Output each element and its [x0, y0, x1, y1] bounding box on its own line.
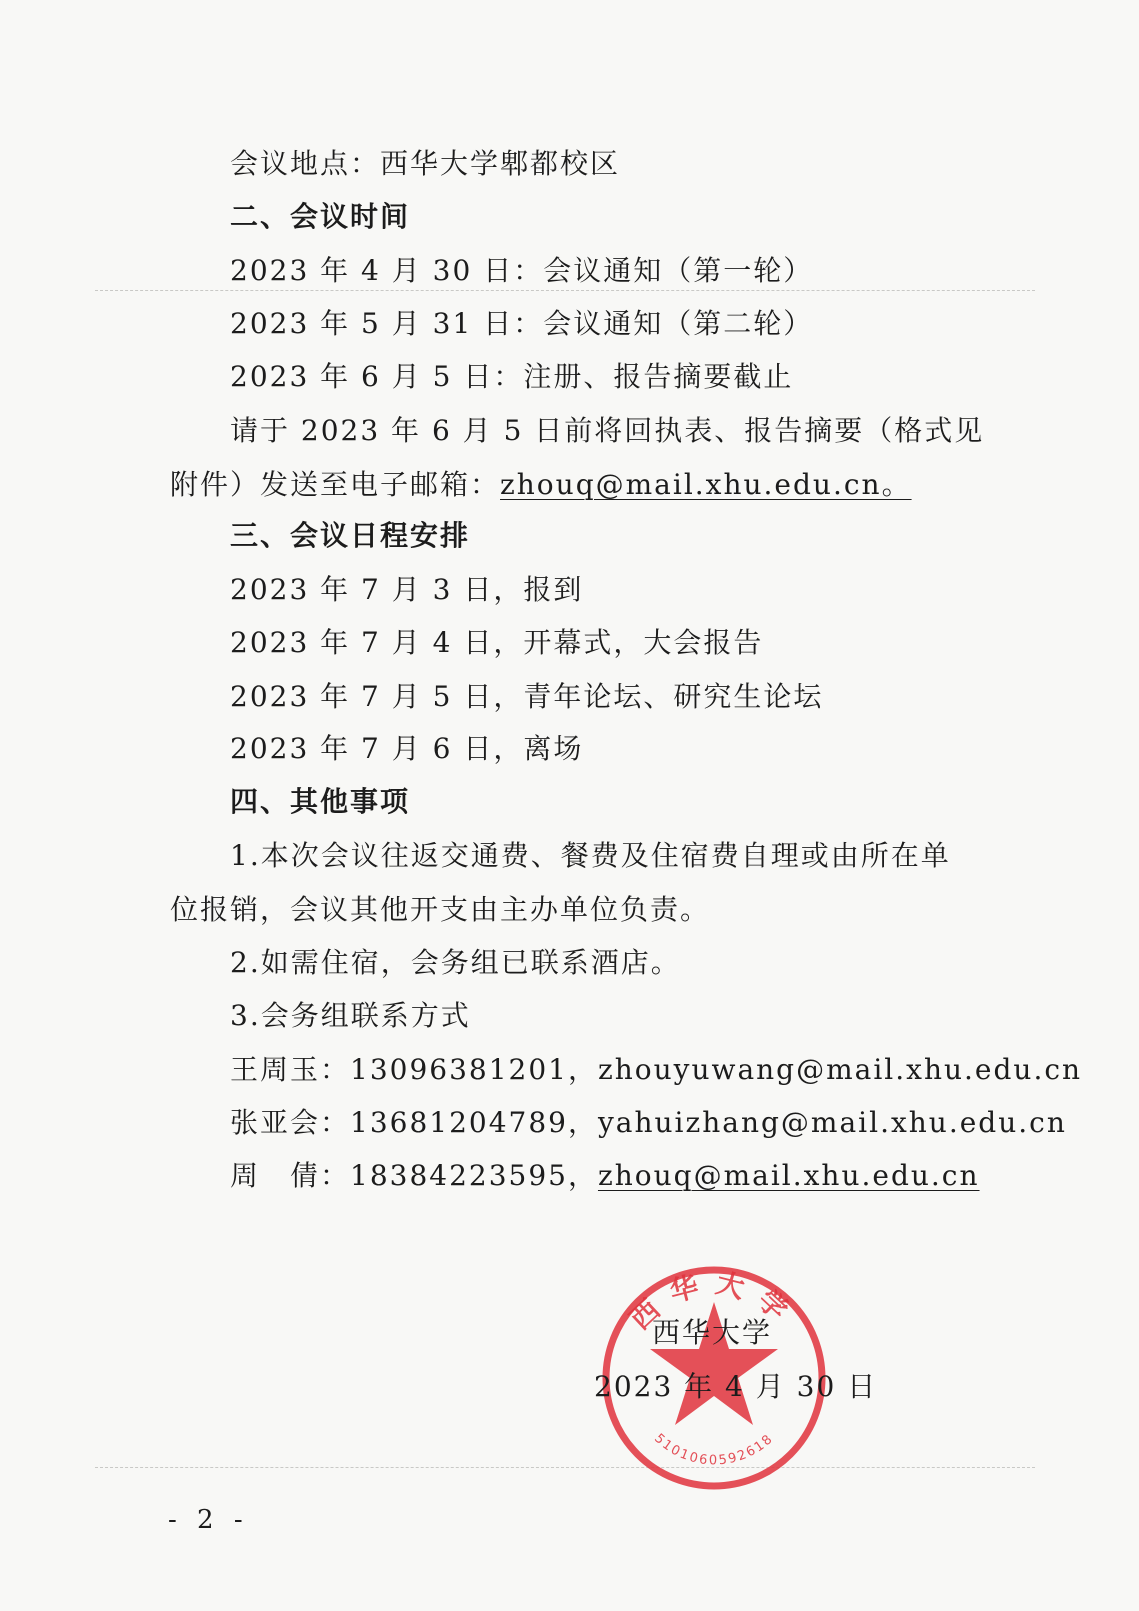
svg-text:5101060592618: 5101060592618 [651, 1431, 777, 1469]
contact-line: 张亚会：13681204789，yahuizhang@mail.xhu.edu.cn [230, 1106, 1067, 1139]
submission-instruction-cont [170, 467, 912, 503]
contact-email-link[interactable]: zhouq@mail.xhu.edu.cn [597, 1159, 980, 1192]
other-item-1-cont: 位报销，会议其他开支由主办单位负责。 [170, 893, 711, 926]
time-item: 2023 年 4 月 30 日：会议通知（第一轮） [230, 254, 814, 287]
contact-line [230, 1158, 980, 1194]
signature-date: 2023 年 4 月 30 日 [594, 1370, 878, 1403]
schedule-item: 2023 年 7 月 3 日，报到 [230, 573, 584, 606]
submission-prefix: 附件）发送至电子邮箱： [170, 468, 501, 501]
svg-text:西华大学: 西华大学 [623, 1266, 805, 1337]
other-item-1: 1.本次会议往返交通费、餐费及住宿费自理或由所在单 [230, 839, 951, 872]
schedule-item: 2023 年 7 月 6 日，离场 [230, 732, 584, 765]
time-item: 2023 年 5 月 31 日：会议通知（第二轮） [230, 307, 814, 340]
section-schedule-title: 三、会议日程安排 [230, 519, 471, 552]
other-item-3: 3.会务组联系方式 [230, 999, 471, 1032]
time-item: 2023 年 6 月 5 日：注册、报告摘要截止 [230, 360, 794, 393]
page-number: - 2 - [168, 1505, 249, 1535]
schedule-item: 2023 年 7 月 5 日，青年论坛、研究生论坛 [230, 680, 824, 713]
meeting-location: 会议地点：西华大学郫都校区 [230, 147, 621, 180]
submission-email-link[interactable]: zhouq@mail.xhu.edu.cn。 [500, 468, 912, 501]
other-item-2: 2.如需住宿，会务组已联系酒店。 [230, 946, 681, 979]
contact-prefix: 周 倩：18384223595， [230, 1159, 598, 1192]
section-meeting-time-title: 二、会议时间 [230, 200, 411, 233]
submission-instruction: 请于 2023 年 6 月 5 日前将回执表、报告摘要（格式见 [230, 414, 985, 447]
section-other-title: 四、其他事项 [230, 785, 411, 818]
scan-artifact-line [95, 290, 1035, 291]
contact-line: 王周玉：13096381201，zhouyuwang@mail.xhu.edu.cn [230, 1053, 1083, 1086]
schedule-item: 2023 年 7 月 4 日，开幕式，大会报告 [230, 626, 764, 659]
footer-rule [95, 1467, 1035, 1468]
signature-org: 西华大学 [652, 1316, 773, 1349]
